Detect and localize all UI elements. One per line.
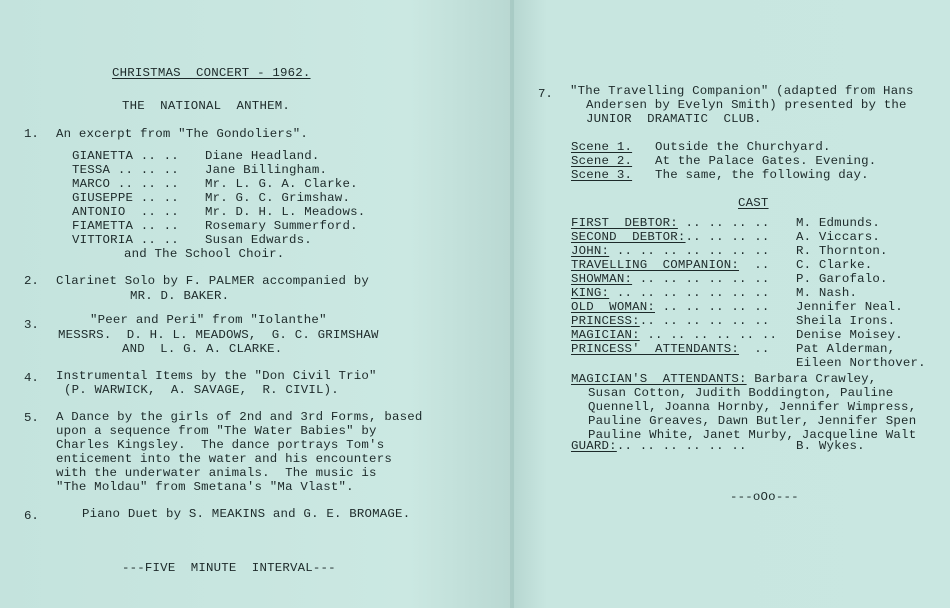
interval-line: ---FIVE MINUTE INTERVAL--- bbox=[122, 561, 336, 575]
cast-dots: .. .. .. .. .. bbox=[655, 300, 770, 314]
cast-dots: .. bbox=[738, 342, 770, 356]
cast-row bbox=[571, 342, 770, 356]
item3-line: MESSRS. D. H. L. MEADOWS, G. C. GRIMSHAW bbox=[58, 328, 379, 342]
cast-name: Diane Headland. bbox=[205, 149, 320, 163]
page-fold bbox=[510, 0, 514, 608]
item5-line: upon a sequence from "The Water Babies" by bbox=[56, 424, 377, 438]
cast-name: R. Thornton. bbox=[796, 244, 888, 258]
cast-row bbox=[571, 286, 770, 300]
cast-row bbox=[571, 230, 770, 244]
cast-dots: .. .. .. .. .. .. bbox=[632, 272, 770, 286]
cast-name: M. Edmunds. bbox=[796, 216, 880, 230]
attendants-line: Pauline White, Janet Murby, Jacqueline Walt bbox=[588, 428, 917, 442]
cast-name: C. Clarke. bbox=[796, 258, 873, 272]
cast-role: VITTORIA .. .. bbox=[72, 233, 179, 247]
cast-name: A. Viccars. bbox=[796, 230, 880, 244]
scene-label: Scene 3. bbox=[571, 168, 633, 182]
cast-role: GUARD: bbox=[571, 439, 617, 453]
cast-name: Mr. G. C. Grimshaw. bbox=[205, 191, 351, 205]
cast-name: Susan Edwards. bbox=[205, 233, 312, 247]
item5-line: with the underwater animals. The music is bbox=[56, 466, 377, 480]
cast-role: TRAVELLING COMPANION: bbox=[571, 258, 739, 272]
cast-row bbox=[571, 300, 770, 314]
cast-name: B. Wykes. bbox=[796, 439, 865, 453]
cast-role: OLD WOMAN: bbox=[571, 300, 655, 314]
item5-line: Charles Kingsley. The dance portrays Tom's bbox=[56, 438, 385, 452]
item3-line: "Peer and Peri" from "Iolanthe" bbox=[90, 313, 327, 327]
item-number: 5. bbox=[24, 411, 39, 425]
cast-name: Sheila Irons. bbox=[796, 314, 896, 328]
item4-line: (P. WARWICK, A. SAVAGE, R. CIVIL). bbox=[64, 383, 339, 397]
programme-title: CHRISTMAS CONCERT - 1962. bbox=[112, 66, 311, 80]
item6-line: Piano Duet by S. MEAKINS and G. E. BROMAGE. bbox=[82, 507, 411, 521]
cast-row bbox=[571, 328, 777, 342]
cast-name: Mr. D. H. L. Meadows. bbox=[205, 205, 366, 219]
item7-line: Andersen by Evelyn Smith) presented by the bbox=[586, 98, 907, 112]
cast-name: M. Nash. bbox=[796, 286, 858, 300]
item-number: 1. bbox=[24, 127, 39, 141]
cast-dots: .. bbox=[738, 258, 770, 272]
item7-line: "The Travelling Companion" (adapted from Hans bbox=[570, 84, 914, 98]
choir-line: and The School Choir. bbox=[124, 247, 285, 261]
cast-dots: .. .. .. .. .. .. bbox=[639, 314, 770, 328]
item-number: 6. bbox=[24, 509, 39, 523]
cast-row bbox=[571, 272, 770, 286]
cast-role: TESSA .. .. .. bbox=[72, 163, 179, 177]
cast-dots: .. .. .. .. .. .. bbox=[616, 439, 747, 453]
scene-text: The same, the following day. bbox=[655, 168, 869, 182]
cast-role: GIANETTA .. .. bbox=[72, 149, 179, 163]
cast-name: Jane Billingham. bbox=[205, 163, 328, 177]
cast-role: PRINCESS: bbox=[571, 314, 640, 328]
cast-row bbox=[571, 258, 770, 272]
cast-dots: .. .. .. .. .. .. .. bbox=[609, 244, 770, 258]
item2-line: MR. D. BAKER. bbox=[130, 289, 230, 303]
cast-name: Jennifer Neal. bbox=[796, 300, 903, 314]
item-number: 4. bbox=[24, 371, 39, 385]
cast-role: PRINCESS' ATTENDANTS: bbox=[571, 342, 739, 356]
cast-row bbox=[571, 439, 747, 453]
item-number: 2. bbox=[24, 274, 39, 288]
cast-row bbox=[571, 216, 770, 230]
item3-line: AND L. G. A. CLARKE. bbox=[122, 342, 283, 356]
cast-heading: CAST bbox=[738, 196, 769, 210]
cast-dots: .. .. .. .. .. .. bbox=[639, 328, 778, 342]
item2-line: Clarinet Solo by F. PALMER accompanied by bbox=[56, 274, 370, 288]
item5-line: "The Moldau" from Smetana's "Ma Vlast". bbox=[56, 480, 354, 494]
item-number: 7. bbox=[538, 87, 553, 101]
item1-heading: An excerpt from "The Gondoliers". bbox=[56, 127, 308, 141]
scene-text: Outside the Churchyard. bbox=[655, 140, 831, 154]
cast-name: Pat Alderman, bbox=[796, 342, 896, 356]
cast-name: Denise Moisey. bbox=[796, 328, 903, 342]
cast-name: Mr. L. G. A. Clarke. bbox=[205, 177, 358, 191]
attendants-line: Quennell, Joanna Hornby, Jennifer Wimpress, bbox=[588, 400, 917, 414]
cast-name: Eileen Northover. bbox=[796, 356, 926, 370]
scene-label: Scene 1. bbox=[571, 140, 633, 154]
scene-label: Scene 2. bbox=[571, 154, 633, 168]
item5-line: A Dance by the girls of 2nd and 3rd Forms, based bbox=[56, 410, 423, 424]
cast-role: SHOWMAN: bbox=[571, 272, 633, 286]
cast-role: JOHN: bbox=[571, 244, 610, 258]
cast-row bbox=[571, 314, 770, 328]
right-page bbox=[512, 0, 950, 608]
cast-dots: .. .. .. .. bbox=[685, 230, 770, 244]
item4-line: Instrumental Items by the "Don Civil Trio" bbox=[56, 369, 377, 383]
item7-line: JUNIOR DRAMATIC CLUB. bbox=[586, 112, 762, 126]
national-anthem: THE NATIONAL ANTHEM. bbox=[122, 99, 290, 113]
cast-role: KING: bbox=[571, 286, 610, 300]
end-mark: ---oOo--- bbox=[730, 490, 799, 504]
cast-role: FIRST DEBTOR: bbox=[571, 216, 678, 230]
cast-role: ANTONIO .. .. bbox=[72, 205, 179, 219]
magician-attendants-row bbox=[571, 372, 876, 386]
cast-name: P. Garofalo. bbox=[796, 272, 888, 286]
item5-line: enticement into the water and his encounters bbox=[56, 452, 392, 466]
scene-text: At the Palace Gates. Evening. bbox=[655, 154, 877, 168]
cast-dots: .. .. .. .. bbox=[677, 216, 770, 230]
cast-name: Barbara Crawley, bbox=[746, 372, 877, 386]
attendants-line: Susan Cotton, Judith Boddington, Pauline bbox=[588, 386, 894, 400]
cast-name: Rosemary Summerford. bbox=[205, 219, 358, 233]
cast-role: GIUSEPPE .. .. bbox=[72, 191, 179, 205]
item-number: 3. bbox=[24, 318, 39, 332]
cast-row bbox=[571, 244, 770, 258]
cast-role: MARCO .. .. .. bbox=[72, 177, 179, 191]
cast-dots: .. .. .. .. .. .. .. bbox=[609, 286, 770, 300]
cast-role: MAGICIAN: bbox=[571, 328, 640, 342]
cast-role: SECOND DEBTOR: bbox=[571, 230, 686, 244]
attendants-line: Pauline Greaves, Dawn Butler, Jennifer Spen bbox=[588, 414, 917, 428]
cast-role: FIAMETTA .. .. bbox=[72, 219, 179, 233]
cast-role: MAGICIAN'S ATTENDANTS: bbox=[571, 372, 747, 386]
